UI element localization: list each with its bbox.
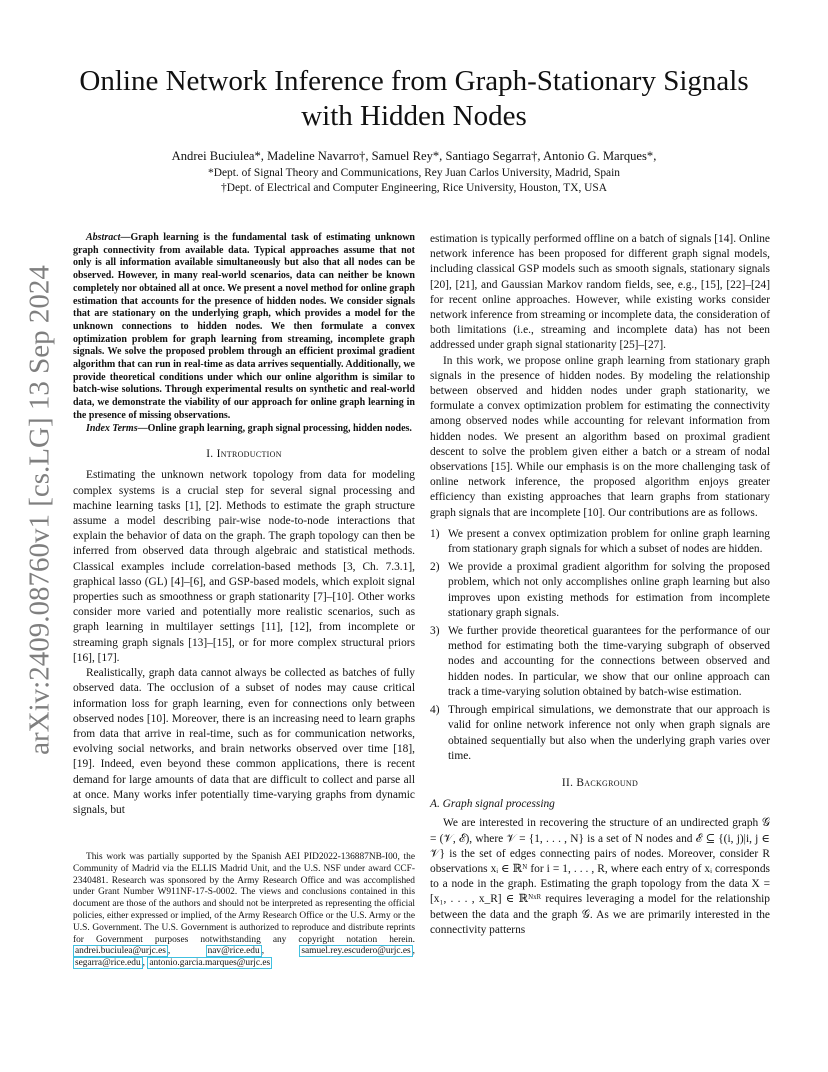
title-line-1: Online Network Inference from Graph-Stationary Signals <box>79 65 749 97</box>
index-terms-body: —Online graph learning, graph signal processing, hidden nodes. <box>137 422 412 434</box>
abstract-label: Abstract <box>86 232 121 243</box>
right-column <box>430 232 770 938</box>
email-link[interactable]: samuel.rey.escudero@urjc.es <box>301 946 411 957</box>
contributions-list <box>430 527 770 764</box>
email-link[interactable]: segarra@rice.edu <box>75 958 141 969</box>
email-link[interactable]: nav@rice.edu <box>207 946 260 957</box>
list-item: 4) Through empirical simulations, we demonstrate that our approach is valid for online network inference not only when graph signals are obtained sequentially but also when the underlying graph varies over time. <box>430 704 770 762</box>
affiliation-2: †Dept. of Electrical and Computer Engineering, Rice University, Houston, TX, USA <box>221 182 607 194</box>
footnote: This work was partially supported by the Spanish AEI PID2022-136887NB-I00, the Community of Madrid via the ELLIS Madrid Unit, and the U.S. NSF under award CCF-2340481. Research was sponsored by the Army Research Office and was accomplished under Grant Number W911NF-17-S-0002. The views and conclusions contained in this document are those of the authors and should not be interpreted as representing the official policies, either expressed or implied, of the Army Research Office or the U.S. Army or the U.S. Government. The U.S. Government is authorized to reproduce and distribute reprints for Government purposes notwithstanding any copyright notation herein. andrei.buciulea@urjc.es , nav@rice.edu , samuel.rey.escudero@urjc.es , segarra@rice.edu , antonio.garcia.marques@urjc.es <box>73 852 415 969</box>
abstract <box>73 232 415 435</box>
abstract-body: —Graph learning is the fundamental task of estimating unknown graph connectivity from available data. Typical approaches assume that not only is all information available simultaneously but also that all nodes can be observed. However, in many real-world scenarios, data can neither be known completely nor obtained all at once. We present a novel method for online graph estimation that accounts for the presence of hidden nodes. We consider signals that are stationary on the underlying graph, which provides a model for the unknown connections to hidden nodes. We then formulate a convex optimization problem for graph learning from streaming, incomplete graph signals. We solve the proposed problem through an efficient proximal gradient algorithm that can run in real-time as data arrives sequentially. Additionally, we provide theoretical conditions under which our online algorithm is similar to batch-wise solutions. Through experimental results on synthetic and real-world data, we demonstrate the viability of our approach for online graph learning in the presence of missing observations. <box>73 232 415 421</box>
affiliation-1: *Dept. of Signal Theory and Communications, Rey Juan Carlos University, Madrid, Spain <box>208 167 620 179</box>
list-item: 3) We further provide theoretical guarantees for the performance of our method for estimating both the time-varying subgraph of observed nodes and accounting for the connections between observed and hidden nodes. In particular, we show that our online approach can track a time-varying solution obtained by batch-wise estimation. <box>430 625 770 698</box>
index-terms-label: Index Terms <box>86 422 138 434</box>
background-paragraph-1: We are interested in recovering the structure of an undirected graph 𝒢 = (𝒱, ℰ), where 𝒱 = {1, . . . , N} is a set of N nodes and ℰ ⊆ {(i, j)|i, j ∈ 𝒱} is the set of edges connecting pairs of nodes. Moreover, consider R observations xᵢ ∈ ℝᴺ for i = 1, . . . , R, where each entry of xᵢ corresponds to a node in the graph. Estimating the graph topology from the data X = [x₁, . . . , x_R] ∈ ℝᴺˣᴿ requires leveraging a model for the relationship between the data and the graph 𝒢. As we are primarily interested in the connectivity patterns <box>430 817 770 936</box>
paper-title <box>70 64 758 134</box>
right-paragraph-1: estimation is typically performed offline on a batch of signals [14]. Online network inference has been proposed for different graph signal models, including classical GSP models such as smooth signals, stationary signals [20], [21], and Gaussian Markov random fields, see, e.g., [15], [22]–[24] for recent online approaches. However, while existing works consider network inference from streaming or incomplete data, the consideration of both limitations (i.e., streaming and incomplete data) has not been addressed under graph signal stationarity [25]–[27]. <box>430 233 770 352</box>
right-paragraph-2: In this work, we propose online graph learning from stationary graph signals in the presence of hidden nodes. By modeling the relationship between observed and hidden nodes under graph stationarity, we formulate a convex optimization problem for estimating the connectivity among observed nodes while accounting for relevant information from hidden nodes. We present an algorithm based on proximal gradient descent to solve the problem given either a batch or a stream of nodal observations [15]. While our emphasis is on the more challenging task of online network inference, the proposed algorithm enjoys greater efficiency than existing approaches that learn graphs from stationary graph signals that are incomplete [10]. Our contributions are as follows. <box>430 354 770 519</box>
list-item: 1) We present a convex optimization problem for online graph learning from stationary graph signals for which a subset of nodes are hidden. <box>430 527 770 556</box>
arxiv-identifier-text: arXiv:2409.08760v1 [cs.LG] 13 Sep 2024 <box>23 265 56 755</box>
arxiv-identifier-stamp <box>22 265 58 755</box>
section-heading-introduction: I. Introduction <box>206 448 282 461</box>
author-list: Andrei Buciulea*, Madeline Navarro†, Samuel Rey*, Santiago Segarra†, Antonio G. Marques*, <box>171 149 657 163</box>
section-heading-background: II. Background <box>561 776 639 789</box>
left-column <box>73 232 415 818</box>
intro-paragraph-1: Estimating the unknown network topology from data for modeling complex systems is a crucial step for several signal processing and machine learning tasks [1], [2]. Methods to estimate the graph structure assume a model describing pair-wise node-to-node interactions that explain the behavior of data on the graph. The graph topology can then be inferred from observed data through algebraic and statistical methods. Classical examples include correlation-based methods [3, Ch. 7.3.1], graphical lasso (GL) [4]–[6], and GSP-based models, which exploit signal properties such as smoothness or graph stationarity [7]–[10]. Other works consider more varied and potentially more realistic scenarios, such as graph learning in multilayer settings [11], [12], from incomplete or streaming graph signals [13]–[15], or for more complex structural priors [16], [17]. <box>73 469 415 664</box>
email-link[interactable]: andrei.buciulea@urjc.es <box>75 946 166 957</box>
intro-paragraph-2: Realistically, graph data cannot always be collected as batches of fully observed data. The occlusion of a subset of nodes may cause critical information loss for graph learning, even for connections only between observed nodes [10]. Moreover, there is an increasing need to learn graphs from data that arrive in real-time, such as for communication networks, evolving social networks, and brain networks observed over time [18], [19]. Indeed, even beyond these common applications, there is recent demand for large amounts of data that are difficult to collect and parse all at once. Many works infer potentially time-varying graphs from dynamic signals, but <box>73 667 415 816</box>
list-item: 2) We provide a proximal gradient algorithm for solving the proposed problem, which not only accomplishes online graph learning but also improves upon existing methods for estimation from incomplete stationary graph signals. <box>430 561 770 619</box>
subsection-heading-gsp: A. Graph signal processing <box>430 798 555 811</box>
footnote-text: This work was partially supported by the Spanish AEI PID2022-136887NB-I00, the Community of Madrid via the ELLIS Madrid Unit, and the U.S. NSF under award CCF-2340481. Research was sponsored by the Army Research Office and was accomplished under Grant Number W911NF-17-S-0002. The views and conclusions contained in this document are those of the authors and should not be interpreted as representing the official policies, either expressed or implied, of the Army Research Office or the U.S. Army or the U.S. Government. The U.S. Government is authorized to reproduce and distribute reprints for Government purposes notwithstanding any copyright notation herein. <box>73 852 415 945</box>
title-line-2: with Hidden Nodes <box>301 100 527 132</box>
email-link[interactable]: antonio.garcia.marques@urjc.es <box>149 958 271 969</box>
